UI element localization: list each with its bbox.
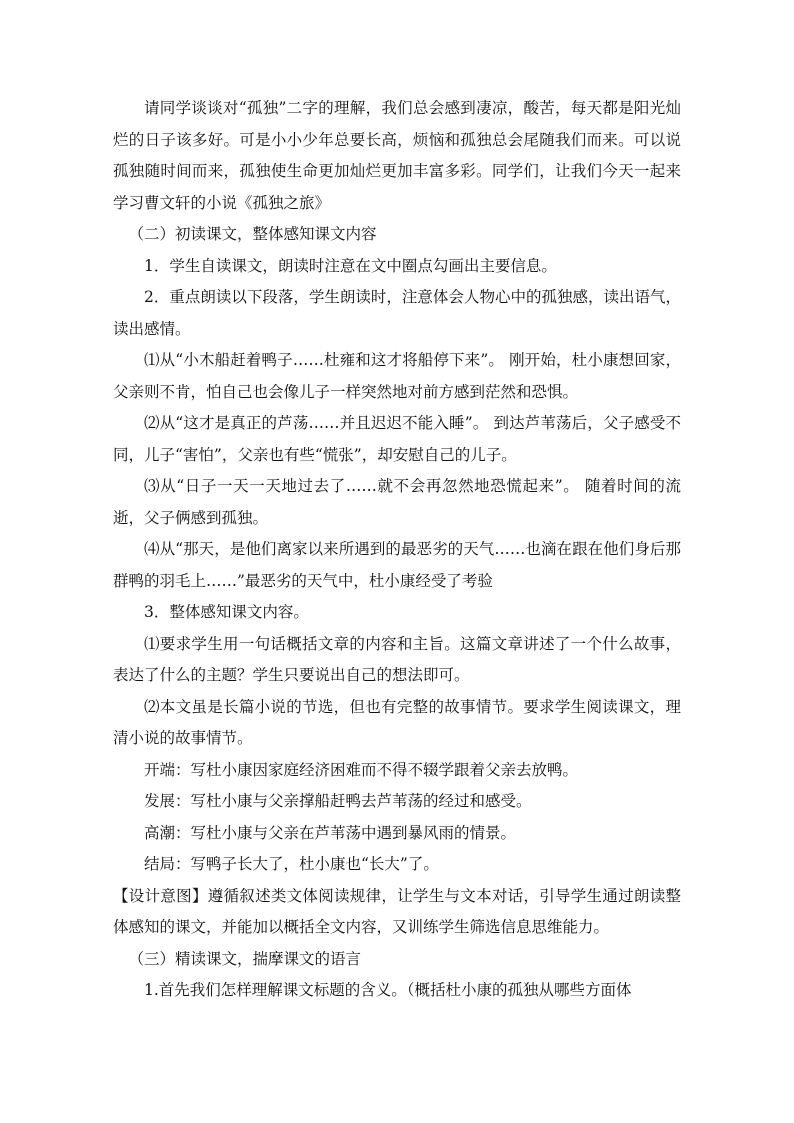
design-intent-paragraph: 【设计意图】遵循叙述类文体阅读规律，让学生与文本对话，引导学生通过朗读整体感知的课文，并能加以概括全文内容，又训练学生筛选信息思维能力。 <box>113 886 681 936</box>
task-2-paragraph: ⑵本文虽是长篇小说的节选，但也有完整的故事情节。要求学生阅读课文，理清小说的故事情节。 <box>113 697 681 747</box>
plot-beginning: 开端：写杜小康因家庭经济困难而不得不辍学跟着父亲去放鸭。 <box>144 760 579 779</box>
section-heading-2: （二）初读课文，整体感知课文内容 <box>128 225 377 243</box>
passage-3-paragraph: ⑶从“日子一天一天地过去了……就不会再忽然地恐慌起来”。 随着时间的流逝，父子俩感到孤独。 <box>113 477 681 527</box>
plot-development: 发展：写杜小康与父亲撑船赶鸭去芦苇荡的经过和感受。 <box>144 792 532 810</box>
passage-4-paragraph: ⑷从“那天，是他们离家以来所遇到的最恶劣的天气……也滴在跟在他们身后那群鸭的羽毛上……”最恶劣的天气中，杜小康经受了考验 <box>113 540 681 590</box>
plot-ending: 结局：写鸭子长大了，杜小康也“长大”了。 <box>144 855 439 873</box>
passage-1-paragraph: ⑴从“小木船赶着鸭子……杜雍和这才将船停下来”。 刚开始，杜小康想回家，父亲则不肯，怕自己也会像儿子一样突然地对前方感到茫然和恐惧。 <box>113 351 681 401</box>
step-3-paragraph: 3．整体感知课文内容。 <box>144 603 309 621</box>
intro-paragraph: 请同学谈谈对“孤独”二字的理解，我们总会感到凄凉，酸苦，每天都是阳光灿烂的日子该多好。可是小小少年总要长高，烦恼和孤独总会尾随我们而来。可以说孤独随时间而来，孤独使生命更加灿烂更加丰富多彩。同学们，让我们今天一起来学习曹文轩的小说《孤独之旅》 <box>113 99 681 212</box>
step-1-paragraph: 1．学生自读课文，朗读时注意在文中圈点勾画出主要信息。 <box>144 256 557 275</box>
plot-climax: 高潮：写杜小康与父亲在芦苇荡中遇到暴风雨的情景。 <box>144 823 517 842</box>
task-1-paragraph: ⑴要求学生用一句话概括文章的内容和主旨。这篇文章讲述了一个什么故事，表达了什么的主题？学生只要说出自己的想法即可。 <box>113 634 681 684</box>
document-body <box>113 93 681 1007</box>
passage-2-paragraph: ⑵从“这才是真正的芦荡……并且迟迟不能入睡”。 到达芦苇荡后，父子感受不同，儿子“害怕”，父亲也有些“慌张”，却安慰自己的儿子。 <box>113 414 681 464</box>
step-2-paragraph: 2．重点朗读以下段落，学生朗读时，注意体会人物心中的孤独感，读出语气，读出感情。 <box>113 288 681 338</box>
section-heading-3: （三）精读课文，揣摩课文的语言 <box>128 949 362 968</box>
question-1-paragraph: 1.首先我们怎样理解课文标题的含义。（概括杜小康的孤独从哪些方面体 <box>144 981 632 999</box>
